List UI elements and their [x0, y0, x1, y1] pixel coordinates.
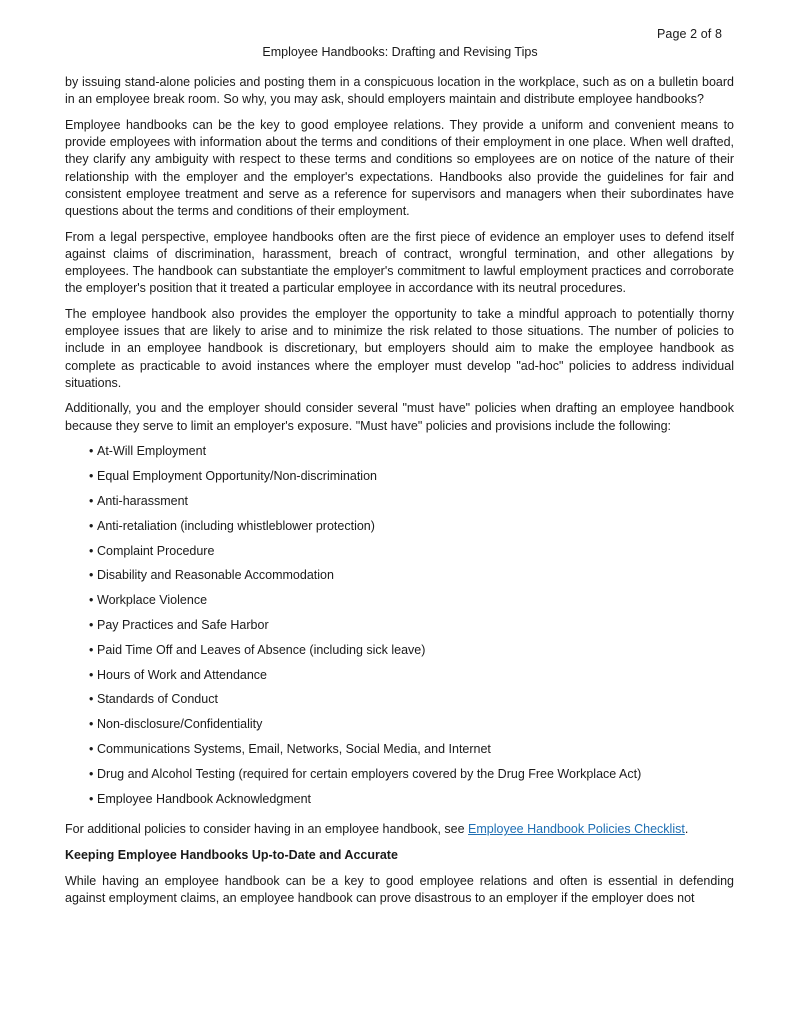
bullet-icon: •	[89, 766, 94, 781]
list-item	[89, 716, 734, 741]
document-body	[65, 74, 734, 916]
paragraph-text: For additional policies to consider having in an employee handbook, see	[65, 822, 469, 837]
list-item	[89, 642, 734, 667]
list-item-label: Paid Time Off and Leaves of Absence (including sick leave)	[97, 642, 426, 657]
bullet-icon: •	[89, 741, 94, 756]
list-item-label: Hours of Work and Attendance	[97, 667, 268, 682]
bullet-icon: •	[89, 667, 94, 682]
section-heading: Keeping Employee Handbooks Up-to-Date and Accurate	[65, 848, 398, 863]
list-item	[89, 741, 734, 766]
paragraph: The employee handbook also provides the employer the opportunity to take a mindful approach to potentially thorny employee issues that are likely to arise and to minimize the risk related to those situations. The number of policies to include in an employee handbook is discretionary, but employers should aim to make the employee handbook as complete as practicable to avoid instances where the employer must develop "ad-hoc" policies to address individual situations.	[65, 306, 734, 390]
list-item	[89, 518, 734, 543]
list-item-label: Communications Systems, Email, Networks, Social Media, and Internet	[97, 741, 491, 756]
list-item	[89, 791, 734, 816]
bullet-icon: •	[89, 568, 94, 583]
paragraph: by issuing stand-alone policies and posting them in a conspicuous location in the workplace, such as on a bulletin board in an employee break room. So why, you may ask, should employers maintain and distribute employee handbooks?	[65, 75, 734, 107]
list-item	[89, 691, 734, 716]
page-number: Page 2 of 8	[656, 27, 722, 41]
paragraph-text: .	[684, 822, 689, 837]
list-item	[89, 543, 734, 568]
list-item	[89, 443, 734, 468]
bullet-icon: •	[89, 642, 94, 657]
must-have-policies-list	[65, 443, 734, 815]
list-item-label: Employee Handbook Acknowledgment	[97, 791, 312, 806]
list-item-label: Standards of Conduct	[97, 692, 218, 707]
list-item-label: Equal Employment Opportunity/Non-discrimination	[97, 469, 377, 484]
list-item-label: Pay Practices and Safe Harbor	[97, 617, 269, 632]
bullet-icon: •	[89, 444, 94, 459]
bullet-icon: •	[89, 717, 94, 732]
list-item-label: Workplace Violence	[97, 593, 208, 608]
bullet-icon: •	[89, 791, 94, 806]
list-item-label: Drug and Alcohol Testing (required for certain employers covered by the Drug Free Workplace Act)	[97, 766, 642, 781]
list-item-label: Anti-harassment	[97, 493, 189, 508]
paragraph-additional-policies	[65, 821, 734, 838]
policies-checklist-link[interactable]: Employee Handbook Policies Checklist	[468, 822, 685, 837]
paragraph: From a legal perspective, employee handbooks often are the first piece of evidence an employer uses to defend itself against claims of discrimination, harassment, breach of contract, wrongful termination, and other allegations by employees. The handbook can substantiate the employer's commitment to lawful employment practices and corroborate the employer's position that it treated a particular employee in accordance with its neutral procedures.	[65, 229, 734, 296]
paragraph: While having an employee handbook can be a key to good employee relations and often is essential in defending against employment claims, an employee handbook can prove disastrous to an employer if the employer does not	[65, 874, 734, 906]
list-item-label: Non-disclosure/Confidentiality	[97, 717, 263, 732]
paragraph: Employee handbooks can be the key to good employee relations. They provide a uniform and convenient means to provide employees with information about the terms and conditions of their employment in one place. When well drafted, they clarify any ambiguity with respect to these terms and conditions so employees are on notice of the nature of their relationship with the employer and the employer's expectations. Handbooks also provide the guidelines for fair and consistent employee treatment and serve as a reference for supervisors and managers when their subordinates have questions about the terms and conditions of their employment.	[65, 117, 734, 218]
list-item-label: Disability and Reasonable Accommodation	[97, 568, 334, 583]
bullet-icon: •	[89, 692, 94, 707]
list-item	[89, 493, 734, 518]
bullet-icon: •	[89, 593, 94, 608]
list-item	[89, 468, 734, 493]
bullet-icon: •	[89, 543, 94, 558]
list-item	[89, 667, 734, 692]
list-item	[89, 766, 734, 791]
list-item-label: Anti-retaliation (including whistleblower protection)	[97, 518, 375, 533]
bullet-icon: •	[89, 617, 94, 632]
bullet-icon: •	[89, 518, 94, 533]
paragraph: Additionally, you and the employer should consider several "must have" policies when drafting an employee handbook because they serve to limit an employer's exposure. "Must have" policies and provisions include the following:	[65, 401, 734, 433]
bullet-icon: •	[89, 493, 94, 508]
bullet-icon: •	[89, 469, 94, 484]
list-item	[89, 592, 734, 617]
list-item	[89, 567, 734, 592]
running-header-title: Employee Handbooks: Drafting and Revising Tips	[262, 45, 538, 59]
list-item	[89, 617, 734, 642]
list-item-label: At-Will Employment	[97, 444, 207, 459]
list-item-label: Complaint Procedure	[97, 543, 215, 558]
